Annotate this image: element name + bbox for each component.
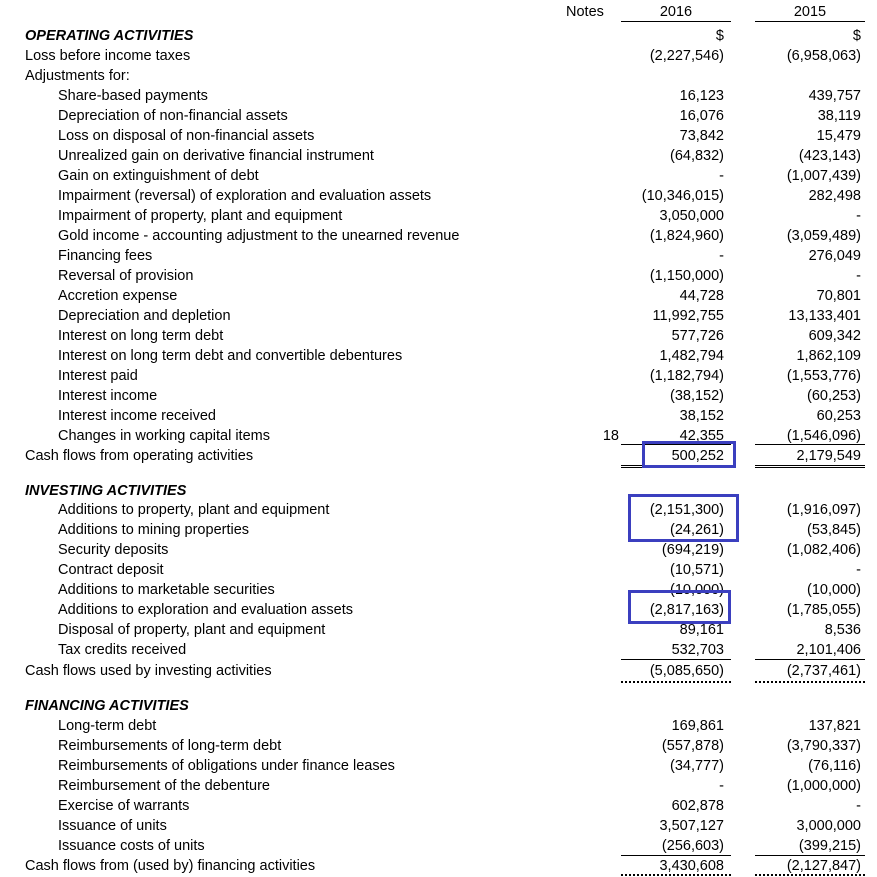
table-row bbox=[0, 620, 877, 640]
total-rule-2016 bbox=[621, 874, 731, 876]
value-2016: 73,842 bbox=[679, 128, 724, 144]
investing-section-title: INVESTING ACTIVITIES bbox=[25, 483, 187, 499]
currency-2015: $ bbox=[852, 28, 861, 44]
row-label: Long-term debt bbox=[58, 718, 157, 734]
value-2015: (399,215) bbox=[798, 838, 861, 854]
table-row bbox=[0, 816, 877, 836]
value-2015: 137,821 bbox=[808, 718, 861, 734]
row-label: Gold income - accounting adjustment to the unearned revenue bbox=[58, 228, 460, 244]
value-2016: (557,878) bbox=[661, 738, 724, 754]
row-label: Interest income bbox=[58, 388, 158, 404]
operating-section-row bbox=[0, 26, 877, 46]
value-2015: (1,000,000) bbox=[786, 778, 861, 794]
value-2016: (1,824,960) bbox=[649, 228, 724, 244]
value-2016: (24,261) bbox=[669, 522, 724, 538]
value-2016: 602,878 bbox=[671, 798, 724, 814]
value-2015: 13,133,401 bbox=[788, 308, 861, 324]
value-2016: (256,603) bbox=[661, 838, 724, 854]
table-row bbox=[0, 86, 877, 106]
row-label: Issuance of units bbox=[58, 818, 167, 834]
value-2015: (2,127,847) bbox=[786, 858, 861, 874]
row-label: Reimbursements of long-term debt bbox=[58, 738, 282, 754]
table-row bbox=[0, 266, 877, 286]
value-2016: (38,152) bbox=[669, 388, 724, 404]
row-label: Cash flows used by investing activities bbox=[25, 663, 272, 679]
value-2016: (10,000) bbox=[669, 582, 724, 598]
value-2015: 1,862,109 bbox=[796, 348, 861, 364]
row-label: Impairment (reversal) of exploration and evaluation assets bbox=[58, 188, 432, 204]
row-label: Reimbursements of obligations under finance leases bbox=[58, 758, 395, 774]
row-label: Tax credits received bbox=[58, 642, 187, 658]
value-2015: (10,000) bbox=[806, 582, 861, 598]
table-row bbox=[0, 66, 877, 86]
row-label: Changes in working capital items bbox=[58, 428, 270, 444]
row-label: Impairment of property, plant and equipment bbox=[58, 208, 343, 224]
row-label: Cash flows from (used by) financing activities bbox=[25, 858, 316, 874]
value-2015: (76,116) bbox=[808, 758, 861, 774]
value-2016: (5,085,650) bbox=[649, 663, 724, 679]
value-2016: - bbox=[719, 168, 724, 184]
value-2015: (53,845) bbox=[806, 522, 861, 538]
operating-section-title: OPERATING ACTIVITIES bbox=[25, 28, 194, 44]
value-2015: 282,498 bbox=[808, 188, 861, 204]
value-2016: 500,252 bbox=[671, 448, 724, 464]
row-label: Issuance costs of units bbox=[58, 838, 205, 854]
value-2016: 42,355 bbox=[679, 428, 724, 444]
value-2016: (34,777) bbox=[669, 758, 724, 774]
value-2016: 16,076 bbox=[679, 108, 724, 124]
financing-section-row bbox=[0, 696, 877, 716]
row-label: Depreciation of non-financial assets bbox=[58, 108, 288, 124]
year-2015-column-header: 2015 bbox=[755, 3, 865, 22]
table-row bbox=[0, 166, 877, 186]
table-row bbox=[0, 540, 877, 560]
table-row bbox=[0, 756, 877, 776]
row-label: Reimbursement of the debenture bbox=[58, 778, 270, 794]
value-2016: 16,123 bbox=[679, 88, 724, 104]
total-row bbox=[0, 856, 877, 876]
value-2016: 89,161 bbox=[679, 622, 724, 638]
value-2015: (1,916,097) bbox=[786, 502, 861, 518]
row-label: Adjustments for: bbox=[25, 68, 130, 84]
value-2015: - bbox=[856, 798, 861, 814]
table-row bbox=[0, 716, 877, 736]
value-2016: (1,150,000) bbox=[649, 268, 724, 284]
value-2016: (10,571) bbox=[669, 562, 724, 578]
value-2015: 276,049 bbox=[808, 248, 861, 264]
row-label: Reversal of provision bbox=[58, 268, 194, 284]
table-row bbox=[0, 146, 877, 166]
value-2015: (1,553,776) bbox=[786, 368, 861, 384]
row-label: Additions to exploration and evaluation assets bbox=[58, 602, 354, 618]
total-rule-2015 bbox=[755, 465, 865, 468]
highlight-box-investing-additions bbox=[628, 494, 739, 542]
table-row bbox=[0, 386, 877, 406]
row-label: Additions to marketable securities bbox=[58, 582, 275, 598]
subtotal-rule-2016 bbox=[621, 659, 731, 660]
value-2016: 3,430,608 bbox=[659, 858, 724, 874]
table-row bbox=[0, 520, 877, 540]
table-row bbox=[0, 346, 877, 366]
table-row bbox=[0, 796, 877, 816]
value-2016: 44,728 bbox=[679, 288, 724, 304]
value-2015: 2,179,549 bbox=[796, 448, 861, 464]
investing-section-row bbox=[0, 481, 877, 501]
row-label: Loss on disposal of non-financial assets bbox=[58, 128, 315, 144]
value-2016: 11,992,755 bbox=[652, 308, 724, 324]
value-2016: (2,151,300) bbox=[649, 502, 724, 518]
value-2015: 15,479 bbox=[816, 128, 861, 144]
table-row bbox=[0, 126, 877, 146]
highlight-box-operating-total bbox=[642, 441, 736, 468]
financing-section-title: FINANCING ACTIVITIES bbox=[25, 698, 189, 714]
value-2015: 70,801 bbox=[816, 288, 861, 304]
value-2016: 38,152 bbox=[679, 408, 724, 424]
table-row bbox=[0, 836, 877, 856]
value-2015: (1,546,096) bbox=[786, 428, 861, 444]
value-2015: 60,253 bbox=[816, 408, 861, 424]
row-label: Exercise of warrants bbox=[58, 798, 190, 814]
row-label: Interest on long term debt bbox=[58, 328, 224, 344]
row-label: Additions to mining properties bbox=[58, 522, 250, 538]
value-2015: (2,737,461) bbox=[786, 663, 861, 679]
value-2015: (3,790,337) bbox=[786, 738, 861, 754]
value-2015: (1,082,406) bbox=[786, 542, 861, 558]
row-label: Loss before income taxes bbox=[25, 48, 191, 64]
table-row bbox=[0, 640, 877, 660]
value-2015: - bbox=[856, 562, 861, 578]
row-label: Interest paid bbox=[58, 368, 138, 384]
value-2015: 38,119 bbox=[817, 108, 861, 124]
value-2015: (6,958,063) bbox=[786, 48, 861, 64]
table-row bbox=[0, 106, 877, 126]
value-2015: 3,000,000 bbox=[796, 818, 861, 834]
table-row bbox=[0, 736, 877, 756]
table-row bbox=[0, 226, 877, 246]
subtotal-rule-2015 bbox=[755, 444, 865, 445]
value-2016: (2,227,546) bbox=[649, 48, 724, 64]
value-2016: 169,861 bbox=[671, 718, 724, 734]
table-row bbox=[0, 406, 877, 426]
value-2016: - bbox=[719, 248, 724, 264]
value-2016: (694,219) bbox=[661, 542, 724, 558]
value-2016: (2,817,163) bbox=[649, 602, 724, 618]
value-2016: (1,182,794) bbox=[649, 368, 724, 384]
value-2015: (60,253) bbox=[806, 388, 861, 404]
total-row bbox=[0, 661, 877, 681]
table-row bbox=[0, 776, 877, 796]
row-label: Interest on long term debt and convertible debentures bbox=[58, 348, 403, 364]
row-label: Interest income received bbox=[58, 408, 216, 424]
notes-column-header: Notes bbox=[566, 4, 604, 20]
value-2015: (1,785,055) bbox=[786, 602, 861, 618]
total-rule-2015 bbox=[755, 874, 865, 876]
total-row bbox=[0, 446, 877, 466]
row-label: Additions to property, plant and equipment bbox=[58, 502, 330, 518]
year-2016-column-header: 2016 bbox=[621, 3, 731, 22]
row-label: Security deposits bbox=[58, 542, 169, 558]
row-label: Unrealized gain on derivative financial instrument bbox=[58, 148, 374, 164]
table-row bbox=[0, 186, 877, 206]
table-row bbox=[0, 46, 877, 66]
table-row bbox=[0, 326, 877, 346]
currency-2016: $ bbox=[715, 28, 724, 44]
table-row bbox=[0, 366, 877, 386]
row-label: Share-based payments bbox=[58, 88, 208, 104]
value-2015: 2,101,406 bbox=[796, 642, 861, 658]
value-2015: - bbox=[856, 268, 861, 284]
subtotal-rule-2015 bbox=[755, 659, 865, 660]
table-row bbox=[0, 426, 877, 446]
value-2015: (1,007,439) bbox=[786, 168, 861, 184]
value-2016: (64,832) bbox=[669, 148, 724, 164]
value-2015: - bbox=[856, 208, 861, 224]
total-rule-2015 bbox=[755, 681, 865, 683]
note-reference: 18 bbox=[602, 428, 619, 444]
highlight-box-exploration-assets bbox=[628, 590, 731, 624]
row-label: Cash flows from operating activities bbox=[25, 448, 254, 464]
value-2016: (10,346,015) bbox=[641, 188, 724, 204]
row-label: Accretion expense bbox=[58, 288, 178, 304]
value-2016: 1,482,794 bbox=[659, 348, 724, 364]
value-2015: 439,757 bbox=[808, 88, 861, 104]
value-2016: - bbox=[719, 778, 724, 794]
value-2016: 3,507,127 bbox=[659, 818, 724, 834]
value-2016: 532,703 bbox=[671, 642, 724, 658]
table-row bbox=[0, 600, 877, 620]
row-label: Financing fees bbox=[58, 248, 153, 264]
value-2015: (423,143) bbox=[798, 148, 861, 164]
table-row bbox=[0, 206, 877, 226]
table-row bbox=[0, 500, 877, 520]
row-label: Contract deposit bbox=[58, 562, 164, 578]
table-row bbox=[0, 246, 877, 266]
table-row bbox=[0, 560, 877, 580]
table-row bbox=[0, 286, 877, 306]
row-label: Depreciation and depletion bbox=[58, 308, 231, 324]
value-2015: (3,059,489) bbox=[786, 228, 861, 244]
value-2015: 609,342 bbox=[808, 328, 861, 344]
value-2015: 8,536 bbox=[824, 622, 861, 638]
table-row bbox=[0, 306, 877, 326]
row-label: Gain on extinguishment of debt bbox=[58, 168, 259, 184]
row-label: Disposal of property, plant and equipment bbox=[58, 622, 326, 638]
total-rule-2016 bbox=[621, 681, 731, 683]
value-2016: 577,726 bbox=[671, 328, 724, 344]
table-row bbox=[0, 580, 877, 600]
value-2016: 3,050,000 bbox=[659, 208, 724, 224]
